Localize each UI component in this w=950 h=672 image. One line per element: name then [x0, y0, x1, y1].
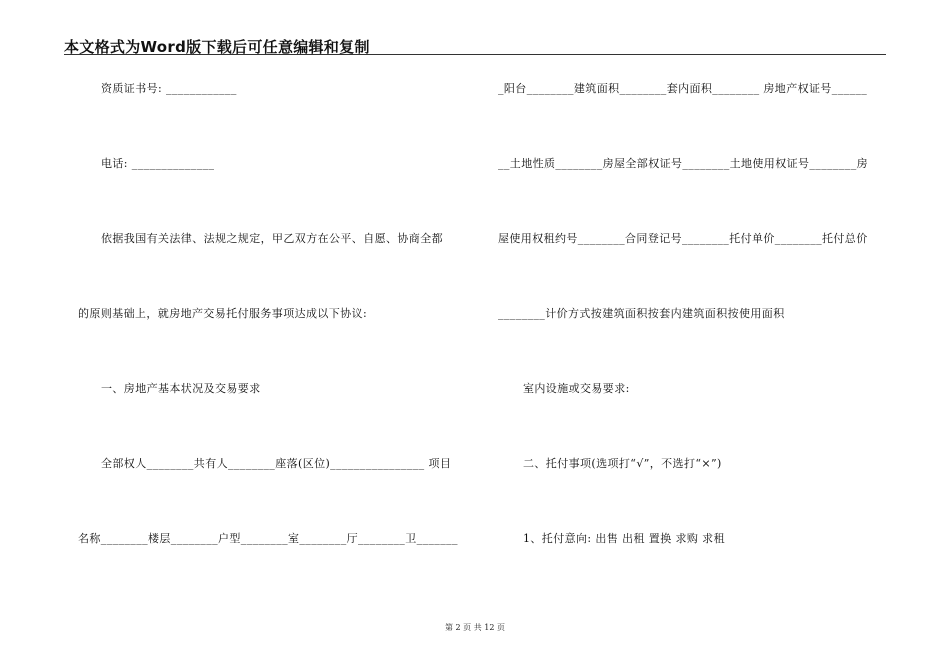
header-divider	[64, 54, 886, 55]
pricing-method-line: ________计价方式按建筑面积按套内建筑面积按使用面积	[498, 307, 785, 320]
owner-location-line: 全部权人________共有人________座落(区位)________________ 项目	[101, 457, 452, 470]
page-number-footer: 第 2 页 共 12 页	[445, 623, 505, 632]
land-property-line: __土地性质________房屋全部权证号________土地使用权证号________房	[498, 157, 868, 170]
legal-basis-paragraph-line-2: 的原则基础上，就房地产交易托付服务事项达成以下协议:	[78, 307, 368, 320]
facilities-requirements-line: 室内设施或交易要求:	[523, 382, 630, 395]
legal-basis-paragraph-line-1: 依据我国有关法律、法规之规定，甲乙双方在公平、自愿、协商全都	[101, 232, 443, 245]
balcony-area-line: _阳台________建筑面积________套内面积________ 房地产权证号______	[498, 82, 868, 95]
document-header-title: 本文格式为Word版下载后可任意编辑和复制	[64, 38, 370, 56]
section-two-heading: 二、托付事项(选项打“√”，不选打“×”)	[523, 457, 722, 470]
qualification-cert-line: 资质证书号: ____________	[101, 82, 237, 95]
lease-price-line: 屋使用权租约号________合同登记号________托付单价________托付总价	[498, 232, 868, 245]
project-layout-line: 名称________楼层________户型________室________厅________卫_______	[78, 532, 458, 545]
section-one-heading: 一、房地产基本状况及交易要求	[101, 382, 261, 395]
entrust-intention-line: 1、托付意向: 出售 出租 置换 求购 求租	[523, 532, 725, 545]
phone-line: 电话: ______________	[101, 157, 215, 170]
